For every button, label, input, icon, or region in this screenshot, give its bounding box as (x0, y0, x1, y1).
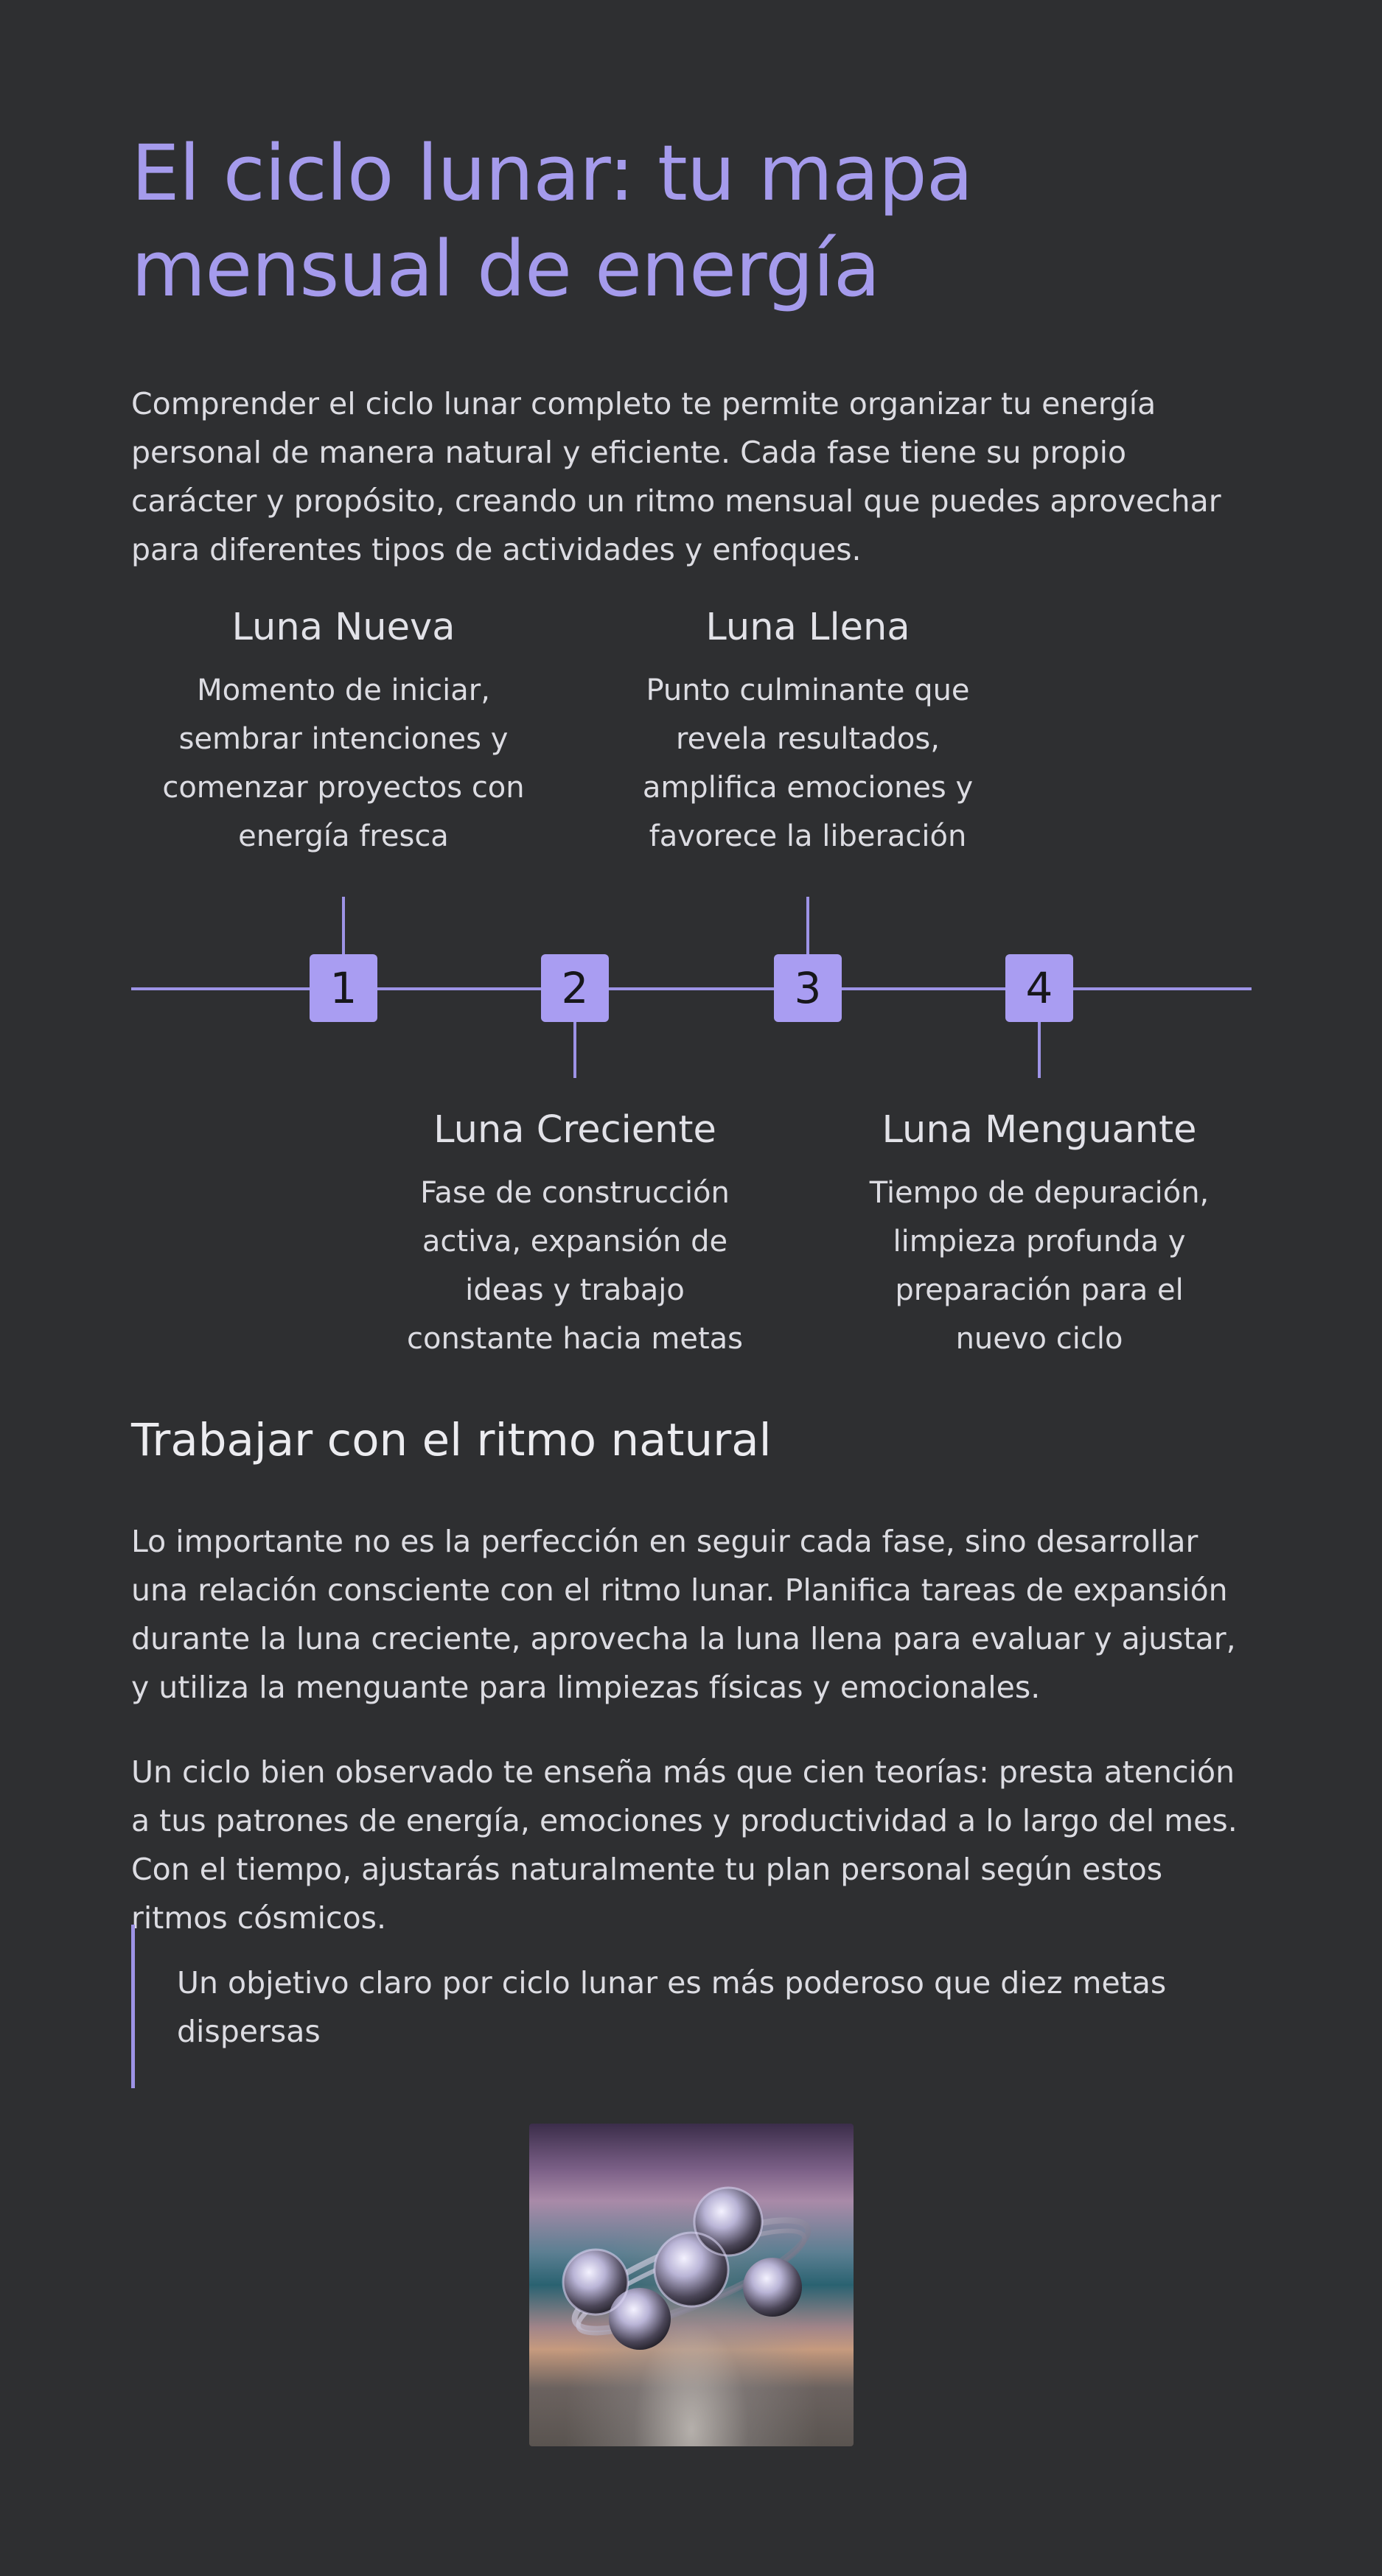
step-marker-1: 1 (310, 954, 377, 1022)
step-marker-4: 4 (1005, 954, 1073, 1022)
phase-luna-nueva (159, 603, 528, 861)
intro-paragraph: Comprender el ciclo lunar completo te permite organizar tu energía personal de manera natural y eficiente. Cada fase tiene su propio carácter y propósito, creando un ritmo mensual que puedes aprovechar para diferentes tipos de actividades y enfoques. (131, 386, 1221, 567)
timeline-tick (342, 897, 345, 956)
moon-spheres-illustration (529, 2124, 854, 2446)
phase-description: Punto culminante que revela resultados, amplifica emociones y favorece la liberación (642, 673, 974, 853)
timeline-tick (1038, 1019, 1041, 1078)
phase-description: Tiempo de depuración, limpieza profunda y preparación para el nuevo ciclo (869, 1176, 1210, 1356)
phase-description: Fase de construcción activa, expansión de ideas y trabajo constante hacia metas (406, 1176, 743, 1356)
section-title: Trabajar con el ritmo natural (131, 1414, 772, 1466)
body-paragraph: Lo importante no es la perfección en seguir cada fase, sino desarrollar una relación consciente con el ritmo lunar. Planifica tareas de expansión durante la luna creciente, aprovecha la luna llena para evaluar y ajustar, y utiliza la menguante para limpiezas físicas y emocionales. (131, 1524, 1236, 1705)
timeline-tick (806, 897, 809, 956)
step-marker-3: 3 (774, 954, 842, 1022)
step-marker-2: 2 (541, 954, 609, 1022)
moon-phases-image (529, 2124, 854, 2446)
phase-luna-creciente (391, 1105, 759, 1363)
timeline-line (131, 987, 1252, 990)
phase-title: Luna Menguante (882, 1108, 1197, 1152)
phase-description: Momento de iniciar, sembrar intenciones y comenzar proyectos con energía fresca (162, 673, 525, 853)
phase-title: Luna Llena (705, 606, 910, 649)
phase-luna-menguante (855, 1105, 1224, 1363)
blockquote (131, 1925, 1255, 2088)
timeline-tick (573, 1019, 576, 1078)
page-title: El ciclo lunar: tu mapa mensual de energía (131, 128, 973, 314)
phase-title: Luna Creciente (433, 1108, 716, 1152)
quote-text: Un objetivo claro por ciclo lunar es más poderoso que diez metas dispersas (177, 1965, 1167, 2049)
phase-luna-llena (624, 603, 992, 861)
phase-title: Luna Nueva (231, 606, 456, 649)
body-paragraph: Un ciclo bien observado te enseña más que cien teorías: presta atención a tus patrones de energía, emociones y productividad a lo largo del mes. Con el tiempo, ajustarás naturalmente tu plan personal según estos ritmos cósmicos. (131, 1754, 1238, 1936)
